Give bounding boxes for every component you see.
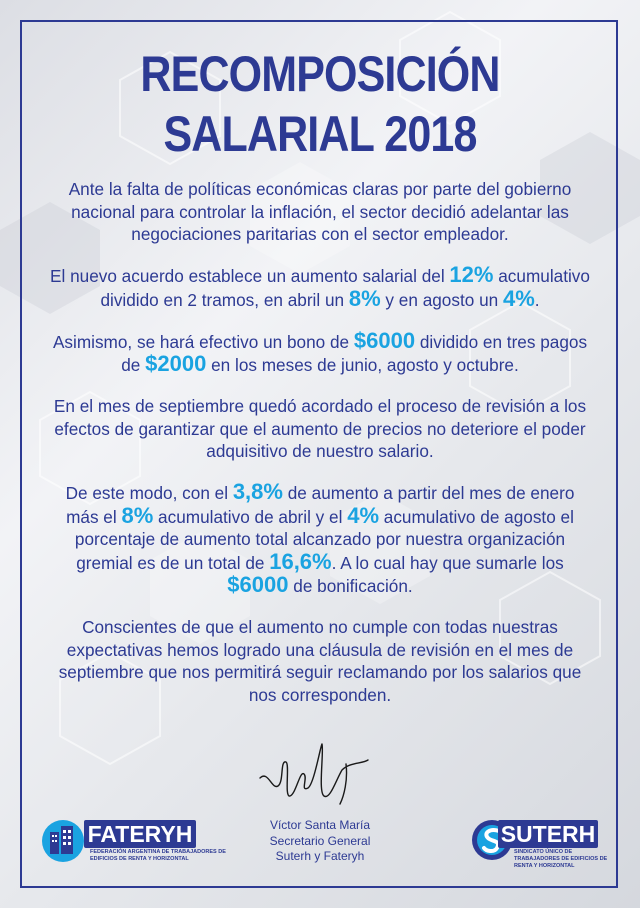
highlight-figure: $6000 (353, 327, 416, 353)
highlight-figure: $6000 (227, 572, 289, 597)
highlight-figure: 3,8% (232, 479, 283, 504)
title-line-2: SALARIAL 2018 (163, 106, 477, 162)
signer-role: Secretario General (269, 833, 371, 848)
title-line-1: RECOMPOSICIÓN (140, 46, 500, 102)
paragraph-text: Ante la falta de políticas económicas claras por parte del gobierno nacional para controlar la inflación, el sector decidió adelantar las negociaciones paritarias con el sector empleador. (68, 179, 572, 244)
paragraph-text: acumulativo dividido en 2 tramos, en abril un (100, 266, 590, 310)
paragraph-5 (50, 481, 590, 598)
highlight-figure: 8% (348, 285, 381, 311)
highlight-figure: 4% (502, 285, 535, 311)
paragraph-text: . (534, 289, 540, 310)
signer-org: Suterh y Fateryh (275, 849, 365, 863)
highlight-figure: 8% (121, 502, 154, 528)
paragraph-text: de bonificación. (288, 576, 413, 596)
paragraph-text: . A lo cual hay que sumarle los (331, 552, 564, 573)
paragraph-text: El nuevo acuerdo establece un aumento salarial del (50, 266, 450, 286)
fateryh-building-icon (40, 818, 86, 864)
paragraph-text: y en agosto un (380, 289, 503, 310)
paragraph-text: acumulativo de abril y el (153, 506, 348, 527)
signer-name: Víctor Santa María (269, 818, 371, 832)
paragraph-text: Conscientes de que el aumento no cumple con todas nuestras expectativas hemos logrado una cláusula de revisión en el mes de septiembre que nos permitirá seguir reclamando por los salarios que nos corresponden. (58, 617, 582, 705)
highlight-figure: $2000 (145, 351, 207, 376)
suterh-logo (470, 818, 610, 870)
highlight-figure: 4% (347, 502, 379, 528)
paragraph-1 (50, 178, 590, 246)
paragraph-text: dividido en tres pagos de (121, 331, 588, 375)
paragraph-6 (50, 616, 590, 706)
paragraph-text: acumulativo de agosto el porcentaje de aumento total alcanzado por nuestra organización gremial es de un total de (74, 506, 574, 573)
signature (250, 740, 390, 810)
paragraph-text: Asimismo, se hará efectivo un bono de (52, 331, 354, 352)
paragraph-2 (50, 264, 590, 311)
body-text (50, 178, 590, 725)
highlight-figure: 16,6% (269, 548, 332, 574)
fateryh-logo (40, 818, 226, 870)
paragraph-text: de aumento a partir del mes de enero más el (66, 483, 575, 527)
signer-block (220, 818, 420, 865)
suterh-subtitle: SINDICATO ÚNICO DE TRABAJADORES DE EDIFICIOS DE RENTA Y HORIZONTAL (514, 849, 608, 869)
paragraph-text: En el mes de septiembre quedó acordado el proceso de revisión a los efectos de garantizar que el aumento de precios no deteriore el poder adquisitivo de nuestro salario. (53, 396, 587, 461)
fateryh-subtitle: FEDERACIÓN ARGENTINA DE TRABAJADORES DE EDIFICIOS DE RENTA Y HORIZONTAL (90, 849, 226, 862)
paragraph-text: De este modo, con el (65, 483, 233, 503)
suterh-wordmark: SUTERH (498, 820, 598, 848)
paragraph-text: en los meses de junio, agosto y octubre. (206, 355, 519, 375)
fateryh-wordmark: FATERYH (84, 820, 196, 848)
highlight-figure: 12% (449, 262, 494, 287)
paragraph-3 (50, 327, 590, 377)
paragraph-4 (50, 395, 590, 463)
